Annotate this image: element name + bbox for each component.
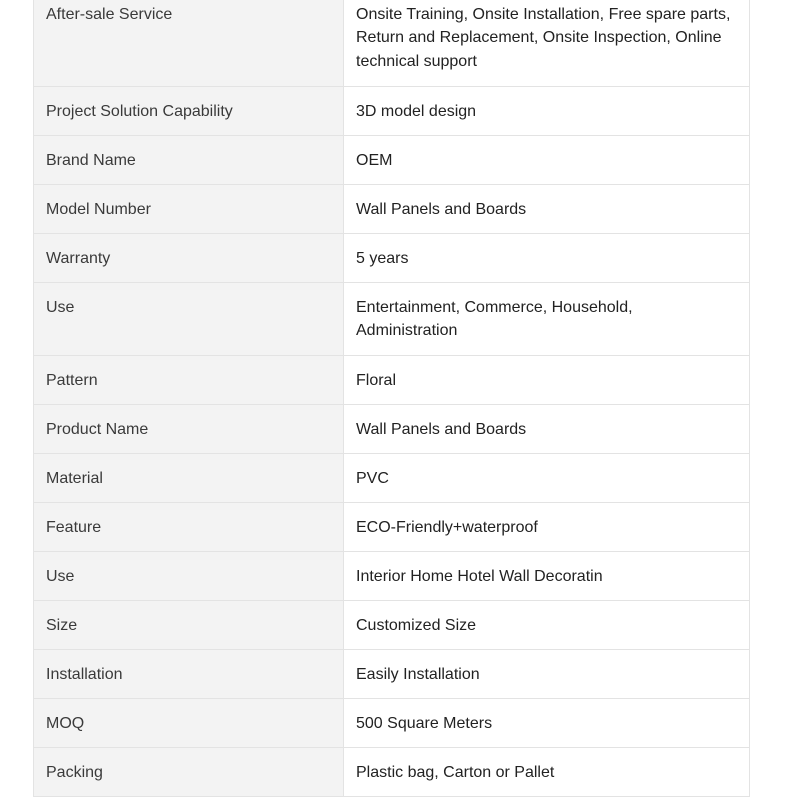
spec-label: Project Solution Capability: [34, 86, 344, 135]
spec-label: Model Number: [34, 184, 344, 233]
spec-label: After-sale Service: [34, 0, 344, 86]
spec-label: Use: [34, 552, 344, 601]
table-row: [34, 601, 750, 650]
spec-value: PVC: [344, 454, 750, 503]
spec-table: [33, 0, 750, 797]
spec-value: OEM: [344, 135, 750, 184]
spec-label: MOQ: [34, 699, 344, 748]
spec-label: Size: [34, 601, 344, 650]
spec-value: Plastic bag, Carton or Pallet: [344, 748, 750, 797]
spec-label: Feature: [34, 503, 344, 552]
spec-value: 500 Square Meters: [344, 699, 750, 748]
table-row: [34, 282, 750, 356]
spec-value: 3D model design: [344, 86, 750, 135]
table-row: [34, 699, 750, 748]
spec-value: ECO-Friendly+waterproof: [344, 503, 750, 552]
spec-value: Easily Installation: [344, 650, 750, 699]
spec-label: Use: [34, 282, 344, 356]
table-row: [34, 0, 750, 86]
spec-label: Warranty: [34, 233, 344, 282]
spec-label: Product Name: [34, 405, 344, 454]
table-row: [34, 233, 750, 282]
spec-value: Wall Panels and Boards: [344, 405, 750, 454]
table-row: [34, 86, 750, 135]
table-row: [34, 356, 750, 405]
table-row: [34, 405, 750, 454]
spec-value: Interior Home Hotel Wall Decoratin: [344, 552, 750, 601]
table-row: [34, 184, 750, 233]
spec-value: Floral: [344, 356, 750, 405]
table-row: [34, 552, 750, 601]
spec-label: Brand Name: [34, 135, 344, 184]
table-row: [34, 748, 750, 797]
spec-value: Wall Panels and Boards: [344, 184, 750, 233]
spec-label: Pattern: [34, 356, 344, 405]
spec-value: 5 years: [344, 233, 750, 282]
table-row: [34, 503, 750, 552]
table-row: [34, 454, 750, 503]
spec-value: Onsite Training, Onsite Installation, Free spare parts, Return and Replacement, Onsite Inspection, Online technical support: [344, 0, 750, 86]
table-row: [34, 135, 750, 184]
spec-label: Packing: [34, 748, 344, 797]
spec-value: Entertainment, Commerce, Household, Administration: [344, 282, 750, 356]
table-row: [34, 650, 750, 699]
spec-label: Material: [34, 454, 344, 503]
spec-label: Installation: [34, 650, 344, 699]
spec-value: Customized Size: [344, 601, 750, 650]
